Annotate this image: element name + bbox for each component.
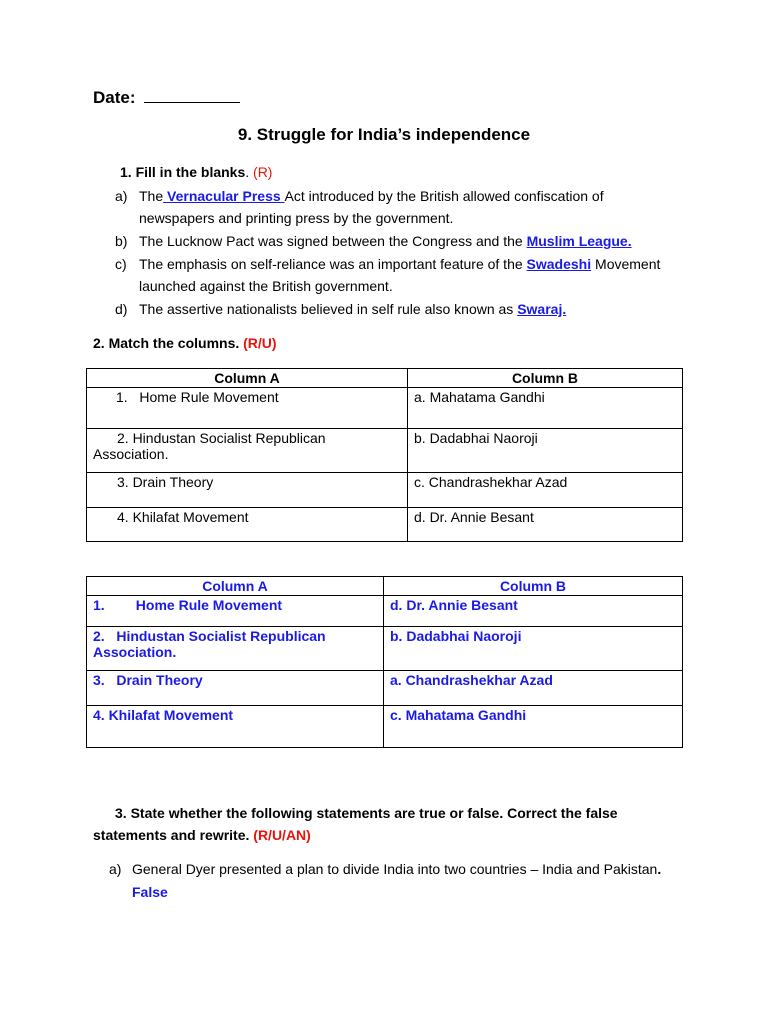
- q1-item-d-marker: d): [115, 301, 128, 317]
- q1-item-b: [115, 230, 675, 252]
- table-row: [87, 429, 683, 473]
- table-row: [87, 508, 683, 542]
- answer-column-b-cell: c. Mahatama Gandhi: [384, 706, 683, 748]
- answer-column-b-cell: d. Dr. Annie Besant: [384, 596, 683, 627]
- column-a-cell: 4. Khilafat Movement: [87, 508, 408, 542]
- q1-item-a-marker: a): [115, 188, 128, 204]
- column-b-header: Column B: [408, 369, 683, 388]
- page-title: 9. Struggle for India’s independence: [237, 125, 531, 144]
- q3-tag: (R/U/AN): [253, 827, 311, 843]
- q1-item-b-marker: b): [115, 233, 128, 249]
- answer-column-b-cell: b. Dadabhai Naoroji: [384, 627, 683, 671]
- answer-column-b-header: Column B: [384, 577, 683, 596]
- q3-item-a-text: General Dyer presented a plan to divide India into two countries – India and Pakistan: [132, 861, 658, 877]
- q1-item-d-answer: Swaraj.: [517, 301, 567, 317]
- match-table-header-row: [87, 369, 683, 388]
- q3-item-a-answer: False: [132, 884, 168, 900]
- column-b-cell: c. Chandrashekhar Azad: [408, 473, 683, 508]
- column-b-cell: b. Dadabhai Naoroji: [408, 429, 683, 473]
- q1-item-a-pre: The: [139, 188, 164, 204]
- q1-item-c: [115, 253, 675, 297]
- q3-item-a-period: .: [657, 861, 662, 877]
- table-row: [87, 706, 683, 748]
- table-row: [87, 671, 683, 706]
- date-label: Date:: [93, 88, 136, 107]
- answer-column-b-cell: a. Chandrashekhar Azad: [384, 671, 683, 706]
- table-row: [87, 388, 683, 429]
- date-line: [93, 88, 240, 108]
- q1-heading-period: .: [245, 164, 250, 180]
- q2-heading: [93, 335, 277, 351]
- q1-item-d-pre: The assertive nationalists believed in self rule also known as: [139, 301, 518, 317]
- q1-heading-text: 1. Fill in the blanks: [120, 164, 246, 180]
- answer-column-a-cell: 1. Home Rule Movement: [87, 596, 384, 627]
- q3-item-a: [109, 858, 689, 904]
- column-a-header: Column A: [87, 369, 408, 388]
- date-blank: [144, 88, 240, 103]
- q2-tag: (R/U): [243, 335, 277, 351]
- table-row: [87, 473, 683, 508]
- q1-item-c-answer: Swadeshi: [526, 256, 592, 272]
- answer-column-a-cell: 2. Hindustan Socialist Republican Association.: [87, 627, 384, 671]
- table-row: [87, 627, 683, 671]
- column-a-cell: 1. Home Rule Movement: [87, 388, 408, 429]
- match-table-answer: [86, 576, 683, 748]
- q1-item-a-answer: Vernacular Press: [163, 188, 285, 204]
- match-table-question: [86, 368, 683, 542]
- column-b-cell: a. Mahatama Gandhi: [408, 388, 683, 429]
- q2-heading-period: .: [235, 335, 240, 351]
- q1-item-b-answer: Muslim League.: [526, 233, 632, 249]
- q1-item-d: [115, 298, 675, 320]
- column-a-cell: 2. Hindustan Socialist Republican Association.: [87, 429, 408, 473]
- answer-table-header-row: [87, 577, 683, 596]
- table-row: [87, 596, 683, 627]
- column-b-cell: d. Dr. Annie Besant: [408, 508, 683, 542]
- q1-tag: (R): [253, 164, 273, 180]
- q3-item-a-marker: a): [109, 861, 122, 877]
- q1-item-c-post: Movement launched against the British government.: [139, 256, 661, 294]
- q1-heading: [120, 164, 272, 180]
- column-a-cell: 3. Drain Theory: [87, 473, 408, 508]
- q1-item-a: [115, 185, 675, 229]
- answer-column-a-cell: 4. Khilafat Movement: [87, 706, 384, 748]
- q1-item-c-pre: The emphasis on self-reliance was an important feature of the: [139, 256, 527, 272]
- q3-heading-text: 3. State whether the following statements are true or false. Correct the false statements and rewrite.: [93, 805, 618, 843]
- q1-item-b-pre: The Lucknow Pact was signed between the Congress and the: [139, 233, 527, 249]
- answer-column-a-header: Column A: [87, 577, 384, 596]
- q1-item-c-marker: c): [115, 256, 127, 272]
- q3-heading: [93, 802, 693, 846]
- answer-column-a-cell: 3. Drain Theory: [87, 671, 384, 706]
- q2-heading-text: 2. Match the columns: [93, 335, 236, 351]
- q1-item-a-post: Act introduced by the British allowed confiscation of newspapers and printing press by the government.: [139, 188, 604, 226]
